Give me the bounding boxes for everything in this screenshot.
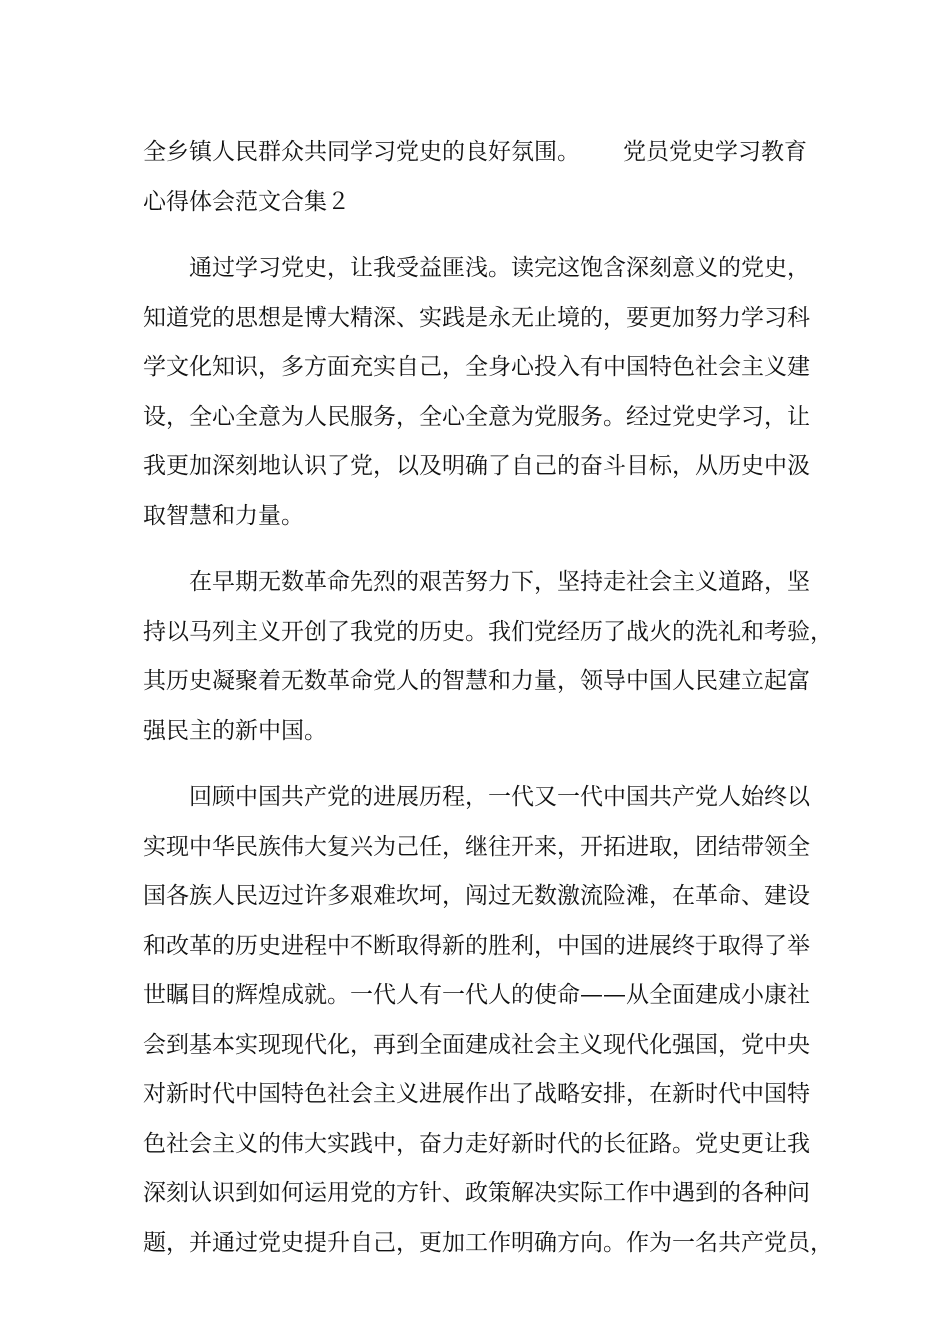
paragraph-line: 知道党的思想是博大精深、实践是永无止境的，要更加努力学习科 [143, 304, 810, 331]
article-title-start: 党员党史学习教育 [623, 139, 807, 165]
paragraph-line: 深刻认识到如何运用党的方针、政策解决实际工作中遇到的各种问 [143, 1180, 810, 1206]
article-title-end: 心得体会范文合集２ [143, 188, 350, 215]
paragraph-line: 实现中华民族伟大复兴为己任，继往开来，开拓进取，团结带领全 [143, 833, 810, 860]
paragraph-line: 取智慧和力量。 [143, 502, 304, 529]
paragraph-line: 回顾中国共产党的进展历程，一代又一代中国共产党人始终以 [189, 784, 810, 810]
paragraph-line: 通过学习党史，让我受益匪浅。读完这饱含深刻意义的党史， [189, 255, 810, 281]
paragraph-line: 国各族人民迈过许多艰难坎坷，闯过无数激流险滩，在革命、建设 [143, 883, 810, 909]
paragraph-line: 设，全心全意为人民服务，全心全意为党服务。经过党史学习，让 [143, 403, 810, 430]
paragraph-line: 题，并通过党史提升自己，更加工作明确方向。作为一名共产党员， [143, 1229, 833, 1256]
paragraph-line: 对新时代中国特色社会主义进展作出了战略安排，在新时代中国特 [143, 1081, 810, 1107]
paragraph-line: 色社会主义的伟大实践中，奋力走好新时代的长征路。党史更让我 [143, 1130, 810, 1157]
paragraph-line: 我更加深刻地认识了党，以及明确了自己的奋斗目标，从历史中汲 [143, 453, 810, 479]
paragraph-line: 持以马列主义开创了我党的历史。我们党经历了战火的洗礼和考验， [143, 618, 833, 645]
previous-paragraph-end: 全乡镇人民群众共同学习党史的良好氛围。 [143, 139, 580, 165]
paragraph-line: 其历史凝聚着无数革命党人的智慧和力量，领导中国人民建立起富 [143, 668, 810, 694]
paragraph-line: 世瞩目的辉煌成就。一代人有一代人的使命——从全面建成小康社 [143, 982, 810, 1008]
paragraph-line: 学文化知识，多方面充实自己，全身心投入有中国特色社会主义建 [143, 354, 810, 380]
paragraph-line: 强民主的新中国。 [143, 717, 327, 744]
paragraph-line: 和改革的历史进程中不断取得新的胜利，中国的进展终于取得了举 [143, 932, 810, 959]
closing-line [143, 128, 807, 178]
document-page [143, 128, 833, 1268]
paragraph-2 [143, 558, 833, 756]
paragraph-3 [143, 773, 833, 1268]
paragraph-line: 在早期无数革命先烈的艰苦努力下，坚持走社会主义道路，坚 [189, 569, 810, 595]
paragraph-1 [143, 244, 823, 541]
paragraph-line: 会到基本实现现代化，再到全面建成社会主义现代化强国，党中央 [143, 1031, 810, 1058]
